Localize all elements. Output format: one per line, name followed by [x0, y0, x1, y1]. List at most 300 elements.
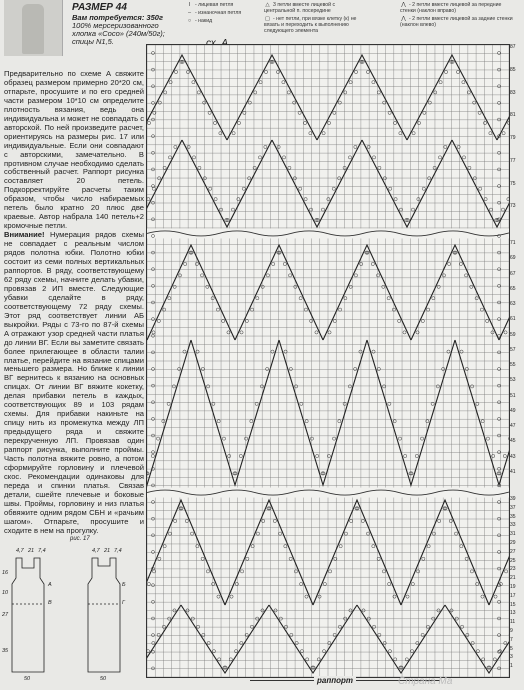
yarn-over-mark [498, 268, 501, 271]
legend-knit: I - лицевая петля [186, 2, 266, 8]
yarn-over-mark [372, 156, 375, 159]
chart-grid [147, 45, 509, 677]
yarn-over-mark [378, 633, 381, 636]
yarn-over-mark [201, 557, 204, 560]
yarn-over-mark [173, 285, 176, 288]
yarn-over-mark [178, 367, 181, 370]
yarn-over-mark [152, 451, 155, 454]
yarn-over-mark [174, 145, 177, 148]
yarn-over-mark [354, 70, 357, 73]
legend-2tog-right: ⋀ - 2 петли вместе лицевой за передние стенки (наклон вправо) [400, 2, 502, 14]
yarn-over-mark [498, 201, 501, 204]
yarn-over-mark [361, 519, 364, 522]
yarn-over-mark [295, 641, 298, 644]
yarn-over-mark [158, 101, 161, 104]
yarn-over-mark [151, 454, 154, 457]
motif-line [269, 605, 357, 673]
yarn-over-mark [284, 545, 287, 548]
yarn-over-mark [348, 385, 351, 388]
front-piece-outline [12, 558, 44, 672]
yarn-over-mark [449, 519, 452, 522]
yarn-over-mark [498, 451, 501, 454]
yarn-over-mark [152, 301, 155, 304]
yarn-over-mark [334, 557, 337, 560]
yarn-over-mark [192, 156, 195, 159]
yarn-over-mark [227, 331, 230, 334]
yarn-over-mark [416, 570, 419, 573]
motif-line [147, 500, 225, 605]
yarn-over-mark [426, 308, 429, 311]
row-number: 41 [510, 468, 516, 475]
yarn-over-mark [377, 367, 380, 370]
dim-left-3: 27 [2, 612, 9, 618]
yarn-over-mark [498, 368, 501, 371]
dim-left-2: 10 [2, 590, 9, 596]
yarn-over-mark [434, 91, 437, 94]
materials-line-4: спицы N1,5. [72, 37, 114, 46]
yarn-over-mark [294, 570, 297, 573]
yarn-over-mark [152, 168, 155, 171]
yarn-over-mark [344, 91, 347, 94]
yarn-over-mark [422, 187, 425, 190]
yarn-over-mark [498, 634, 501, 637]
yarn-over-mark [192, 81, 195, 84]
legend-yarnover: ○ - накид [187, 18, 213, 24]
yarn-over-mark [483, 121, 486, 124]
yarn-over-mark [152, 331, 155, 334]
yarn-over-mark [354, 145, 357, 148]
yarn-over-mark [410, 650, 413, 653]
yarn-over-mark [152, 434, 155, 437]
attention-paragraph: Внимание! Нумерация рядов схемы не совпадает с реальным числом рядов полотна юбки. Полотно юбки состоит из семи полных вертикальных раппортов. В ряду, соответствующему 62 ряду схемы, начните делать убавки, провязав 2 ИП вместе. Следующие убавки сделайте в ряду, соответствующему 72 ряду схемы. Этот ряд соответствует линии АБ выкройки. Ряды с 73-го по 87-й схемы A отражают узор средней части платья до линии ВГ. Если вы заметите связать более прилегающее в области талии платье, перейдите на вязание спицами меньшего размера. Но ближе к линии ВГ вернитесь к вязанию на основных спицах. От линии ВГ вяжите кокетку, делая прибавки петель в каждых, соответствующих 89 и 103 рядам схемы. Для прибавки накиньте на спицу нить из промежутка между ЛП предыдущего ряда и свяжите перекрученную ЛП. Провязав один раппорт рисунка, выполните проймы. Часть полотна вяжите ровно, а потом сформируйте горловину и плечевой скос. Рекомендации одинаковы для переда и спинки платья. Связав детали, сшейте плечевые и боковые швы. Проймы, горловину и низ платья обвяжите одним рядом СБН и «рачьим шагом». Отпарьте, просушите и сходите в нем на прогулку. [4, 230, 144, 535]
repeat-label: раппорт [314, 676, 356, 685]
yarn-over-mark [498, 251, 501, 254]
yarn-over-mark [168, 156, 171, 159]
yarn-over-mark [282, 81, 285, 84]
yarn-over-mark [147, 650, 150, 653]
decrease-right-icon: ⋀ [401, 2, 406, 8]
yarn-over-mark [498, 85, 501, 88]
row-number: 63 [510, 301, 516, 307]
yarn-over-mark [498, 434, 501, 437]
yarn-over-mark [332, 187, 335, 190]
yarn-over-mark [476, 650, 479, 653]
yarn-over-mark [184, 262, 187, 265]
yarn-over-mark [310, 319, 313, 322]
yarn-over-mark [174, 519, 177, 522]
yarn-over-mark [152, 401, 155, 404]
motif-line [411, 245, 499, 340]
yarn-over-mark [321, 208, 324, 211]
yarn-over-mark [480, 308, 483, 311]
row-number: 17 [510, 592, 516, 599]
yarn-over-mark [213, 121, 216, 124]
yarn-over-mark [444, 145, 447, 148]
yarn-over-mark [250, 308, 253, 311]
yarn-over-mark [203, 177, 206, 180]
row-number: 31 [510, 531, 516, 538]
yarn-over-mark [212, 582, 215, 585]
yarn-over-mark [498, 185, 501, 188]
yarn-over-mark [504, 641, 507, 644]
yarn-over-mark [235, 582, 238, 585]
yarn-over-mark [421, 319, 424, 322]
yarn-over-mark [152, 550, 155, 553]
yarn-over-mark [240, 641, 243, 644]
yarn-over-mark [152, 68, 155, 71]
yarn-over-mark [256, 532, 259, 535]
row-number: 85 [510, 66, 516, 73]
motif-line [191, 340, 279, 485]
yarn-over-mark [348, 156, 351, 159]
yarn-over-mark [498, 101, 501, 104]
yarn-over-mark [432, 297, 435, 300]
yarn-over-mark [196, 625, 199, 628]
yarn-over-mark [162, 308, 165, 311]
yarn-over-mark [197, 91, 200, 94]
yarn-over-mark [256, 297, 259, 300]
yarn-over-mark [507, 121, 509, 124]
yarn-over-mark [300, 650, 303, 653]
yarn-over-mark [239, 454, 242, 457]
row-number: 13 [510, 610, 516, 617]
yarn-over-mark [498, 501, 501, 504]
motif-line [367, 340, 455, 485]
yarn-over-mark [498, 567, 501, 570]
yarn-over-mark [468, 166, 471, 169]
yarn-over-mark [498, 351, 501, 354]
yarn-over-mark [152, 667, 155, 670]
dim-top-6: 7,4 [114, 548, 122, 554]
yarn-over-mark [248, 177, 251, 180]
yarn-over-mark [428, 101, 431, 104]
watermark: Страна Ма [398, 676, 453, 687]
yarn-over-mark [492, 454, 495, 457]
yarn-over-mark [344, 532, 347, 535]
yarn-over-mark [498, 550, 501, 553]
motif-line [279, 340, 367, 485]
row-number: 1 [510, 663, 513, 670]
yarn-over-mark [338, 177, 341, 180]
yarn-over-mark [498, 600, 501, 603]
row-number: 75 [510, 180, 516, 187]
yarn-over-mark [383, 101, 386, 104]
row-number: 77 [510, 157, 516, 164]
yarn-over-mark [152, 318, 155, 321]
knit-stitch-icon: I [188, 2, 191, 8]
motif-line [357, 605, 445, 673]
row-number: 83 [510, 89, 516, 96]
yarn-over-mark [486, 319, 489, 322]
yarn-over-mark [433, 166, 436, 169]
yarn-over-mark [316, 454, 319, 457]
yarn-over-mark [190, 532, 193, 535]
yarn-over-mark [442, 274, 445, 277]
yarn-over-mark [284, 625, 287, 628]
yarn-over-mark [168, 297, 171, 300]
yarn-over-mark [264, 70, 267, 73]
yarn-over-mark [152, 650, 155, 653]
row-number: 79 [510, 135, 516, 141]
yarn-over-mark [248, 101, 251, 104]
yarn-over-mark [253, 166, 256, 169]
yarn-over-mark [172, 385, 175, 388]
motif-line [407, 55, 497, 140]
yarn-over-mark [299, 297, 302, 300]
yarn-over-mark [382, 285, 385, 288]
yarn-over-mark [464, 274, 467, 277]
row-number: 29 [510, 540, 516, 546]
yarn-over-icon: ○ [187, 18, 192, 24]
yarn-over-mark [498, 168, 501, 171]
yarn-over-mark [152, 351, 155, 354]
yarn-over-mark [304, 198, 307, 201]
yarn-over-mark [158, 557, 161, 560]
materials-line-3: хлопка «Coco» (240м/50г); [72, 29, 165, 38]
yarn-over-mark [198, 166, 201, 169]
yarn-over-mark [152, 218, 155, 221]
yarn-over-mark [152, 368, 155, 371]
yarn-over-mark [498, 334, 501, 337]
row-number: 21 [510, 575, 516, 582]
yarn-over-mark [489, 208, 492, 211]
motif-line [313, 500, 401, 605]
yarn-over-mark [406, 595, 409, 598]
yarn-over-mark [360, 262, 363, 265]
yarn-over-mark [481, 595, 484, 598]
model-photo [4, 0, 63, 56]
attention-label: Внимание! [4, 230, 45, 240]
yarn-over-mark [318, 595, 321, 598]
yarn-over-mark [454, 532, 457, 535]
yarn-over-mark [338, 308, 341, 311]
yarn-over-mark [290, 633, 293, 636]
motif-line [147, 245, 235, 340]
row-number: 19 [510, 584, 516, 590]
yarn-over-mark [498, 68, 501, 71]
yarn-over-mark [498, 417, 501, 420]
dim-bottom-2: 50 [100, 676, 107, 682]
purl-stitch-icon: – [187, 10, 192, 16]
yarn-over-mark [388, 582, 391, 585]
yarn-over-mark [439, 81, 442, 84]
legend-3tog: △ 3 петли вместе лицевой с центральной п. посередине [264, 2, 336, 14]
yarn-over-mark [152, 641, 155, 644]
yarn-over-mark [293, 177, 296, 180]
dim-left-1: 16 [2, 570, 9, 576]
yarn-over-mark [206, 385, 209, 388]
yarn-over-mark [259, 81, 262, 84]
yarn-over-mark [398, 437, 401, 440]
yarn-over-mark [411, 582, 414, 585]
side-label-v: В [48, 600, 52, 606]
row-number: 67 [510, 270, 516, 277]
yarn-over-mark [437, 285, 440, 288]
yarn-over-mark [393, 595, 396, 598]
yarn-over-mark [152, 334, 155, 337]
yarn-over-mark [187, 145, 190, 148]
yarn-over-mark [152, 517, 155, 520]
yarn-over-mark [272, 262, 275, 265]
yarn-over-mark [200, 274, 203, 277]
yarn-over-mark [245, 633, 248, 636]
yarn-over-mark [462, 81, 465, 84]
yarn-over-mark [217, 595, 220, 598]
yarn-over-mark [475, 297, 478, 300]
knitting-chart [146, 44, 510, 678]
yarn-over-mark [288, 166, 291, 169]
row-numbers [510, 44, 524, 676]
yarn-over-mark [473, 101, 476, 104]
yarn-over-mark [382, 385, 385, 388]
yarn-over-mark [498, 52, 501, 55]
yarn-over-mark [152, 600, 155, 603]
yarn-over-mark [388, 650, 391, 653]
figure-label: рис. 17 [70, 536, 90, 542]
yarn-over-mark [260, 385, 263, 388]
yarn-over-mark [421, 633, 424, 636]
dim-top-2: 21 [28, 548, 35, 554]
row-number: 57 [510, 346, 516, 353]
yarn-over-mark [293, 101, 296, 104]
dim-bottom-1: 50 [24, 676, 31, 682]
yarn-over-mark [382, 570, 385, 573]
yarn-over-mark [354, 274, 357, 277]
yarn-over-mark [399, 132, 402, 135]
yarn-over-mark [158, 177, 161, 180]
motif-line [445, 605, 509, 673]
row-number: 11 [510, 619, 516, 626]
yarn-over-mark [266, 367, 269, 370]
pattern-schematic [2, 544, 144, 690]
yarn-over-mark [250, 420, 253, 423]
yarn-over-mark [498, 318, 501, 321]
yarn-over-mark [222, 437, 225, 440]
yarn-over-mark [338, 101, 341, 104]
yarn-over-mark [303, 121, 306, 124]
yarn-over-mark [264, 145, 267, 148]
legend-2tog-left: ⋀ - 2 петли вместе лицевой за задние стенки (наклон влево) [400, 16, 513, 28]
yarn-over-mark [162, 625, 165, 628]
side-label-g: Г [122, 600, 125, 606]
row-number: 51 [510, 392, 516, 399]
yarn-over-mark [466, 633, 469, 636]
dress-silhouette [22, 4, 44, 54]
yarn-over-mark [498, 534, 501, 537]
yarn-over-mark [152, 484, 155, 487]
yarn-over-mark [393, 420, 396, 423]
row-number: 9 [510, 628, 513, 634]
yarn-over-mark [470, 285, 473, 288]
yarn-over-mark [456, 70, 459, 73]
size-title: РАЗМЕР 44 [72, 2, 127, 13]
yarn-over-mark [486, 437, 489, 440]
yarn-over-mark [152, 268, 155, 271]
yarn-over-mark [147, 121, 150, 124]
yarn-over-mark [237, 121, 240, 124]
yarn-over-mark [157, 633, 160, 636]
motif-line [225, 500, 313, 605]
yarn-over-mark [244, 437, 247, 440]
yarn-over-mark [237, 198, 240, 201]
yarn-over-mark [304, 308, 307, 311]
yarn-over-mark [147, 198, 150, 201]
yarn-over-mark [232, 132, 235, 135]
yarn-over-mark [428, 177, 431, 180]
yarn-over-mark [460, 625, 463, 628]
yarn-over-mark [240, 570, 243, 573]
yarn-over-mark [310, 437, 313, 440]
yarn-over-mark [411, 208, 414, 211]
dim-top-4: 4,7 [92, 548, 100, 554]
yarn-over-mark [471, 641, 474, 644]
yarn-over-mark [152, 284, 155, 287]
motif-line [401, 500, 489, 605]
yarn-over-mark [152, 417, 155, 420]
motif-line [499, 245, 509, 340]
row-number: 3 [510, 654, 513, 661]
yarn-over-mark [152, 384, 155, 387]
yarn-over-mark [372, 625, 375, 628]
materials-line-1: Вам потребуется: 350г [72, 13, 163, 22]
yarn-over-mark [219, 132, 222, 135]
row-number: 7 [510, 636, 513, 643]
yarn-over-mark [498, 517, 501, 520]
yarn-over-mark [152, 617, 155, 620]
yarn-over-mark [498, 401, 501, 404]
side-label-b: Б [122, 582, 126, 588]
yarn-over-mark [470, 570, 473, 573]
empty-cell-icon: ▢ [264, 16, 271, 22]
motif-line [147, 55, 227, 140]
row-number: 39 [510, 496, 516, 502]
yarn-over-mark [322, 132, 325, 135]
triangle-icon: △ [265, 2, 270, 8]
yarn-over-mark [498, 118, 501, 121]
row-number: 37 [510, 504, 516, 511]
row-number: 27 [510, 548, 516, 555]
yarn-over-mark [403, 331, 406, 334]
yarn-over-mark [422, 557, 425, 560]
yarn-over-mark [427, 545, 430, 548]
yarn-over-mark [338, 420, 341, 423]
yarn-over-mark [328, 641, 331, 644]
motif-line [317, 55, 407, 140]
dim-top-5: 21 [104, 548, 111, 554]
yarn-over-mark [378, 166, 381, 169]
yarn-over-mark [394, 198, 397, 201]
yarn-over-mark [294, 285, 297, 288]
yarn-over-mark [216, 308, 219, 311]
yarn-over-mark [201, 367, 204, 370]
yarn-over-mark [333, 319, 336, 322]
yarn-over-mark [344, 297, 347, 300]
yarn-over-mark [501, 208, 504, 211]
yarn-over-mark [231, 208, 234, 211]
dim-left-4: 35 [2, 648, 9, 654]
yarn-over-mark [289, 367, 292, 370]
yarn-over-mark [349, 81, 352, 84]
yarn-over-mark [152, 501, 155, 504]
yarn-over-mark [206, 570, 209, 573]
yarn-over-mark [332, 437, 335, 440]
motif-line [235, 245, 323, 340]
yarn-over-mark [328, 331, 331, 334]
row-number: 47 [510, 423, 516, 429]
row-number: 25 [510, 557, 516, 564]
yarn-over-mark [498, 667, 501, 670]
yarn-over-mark [152, 135, 155, 138]
